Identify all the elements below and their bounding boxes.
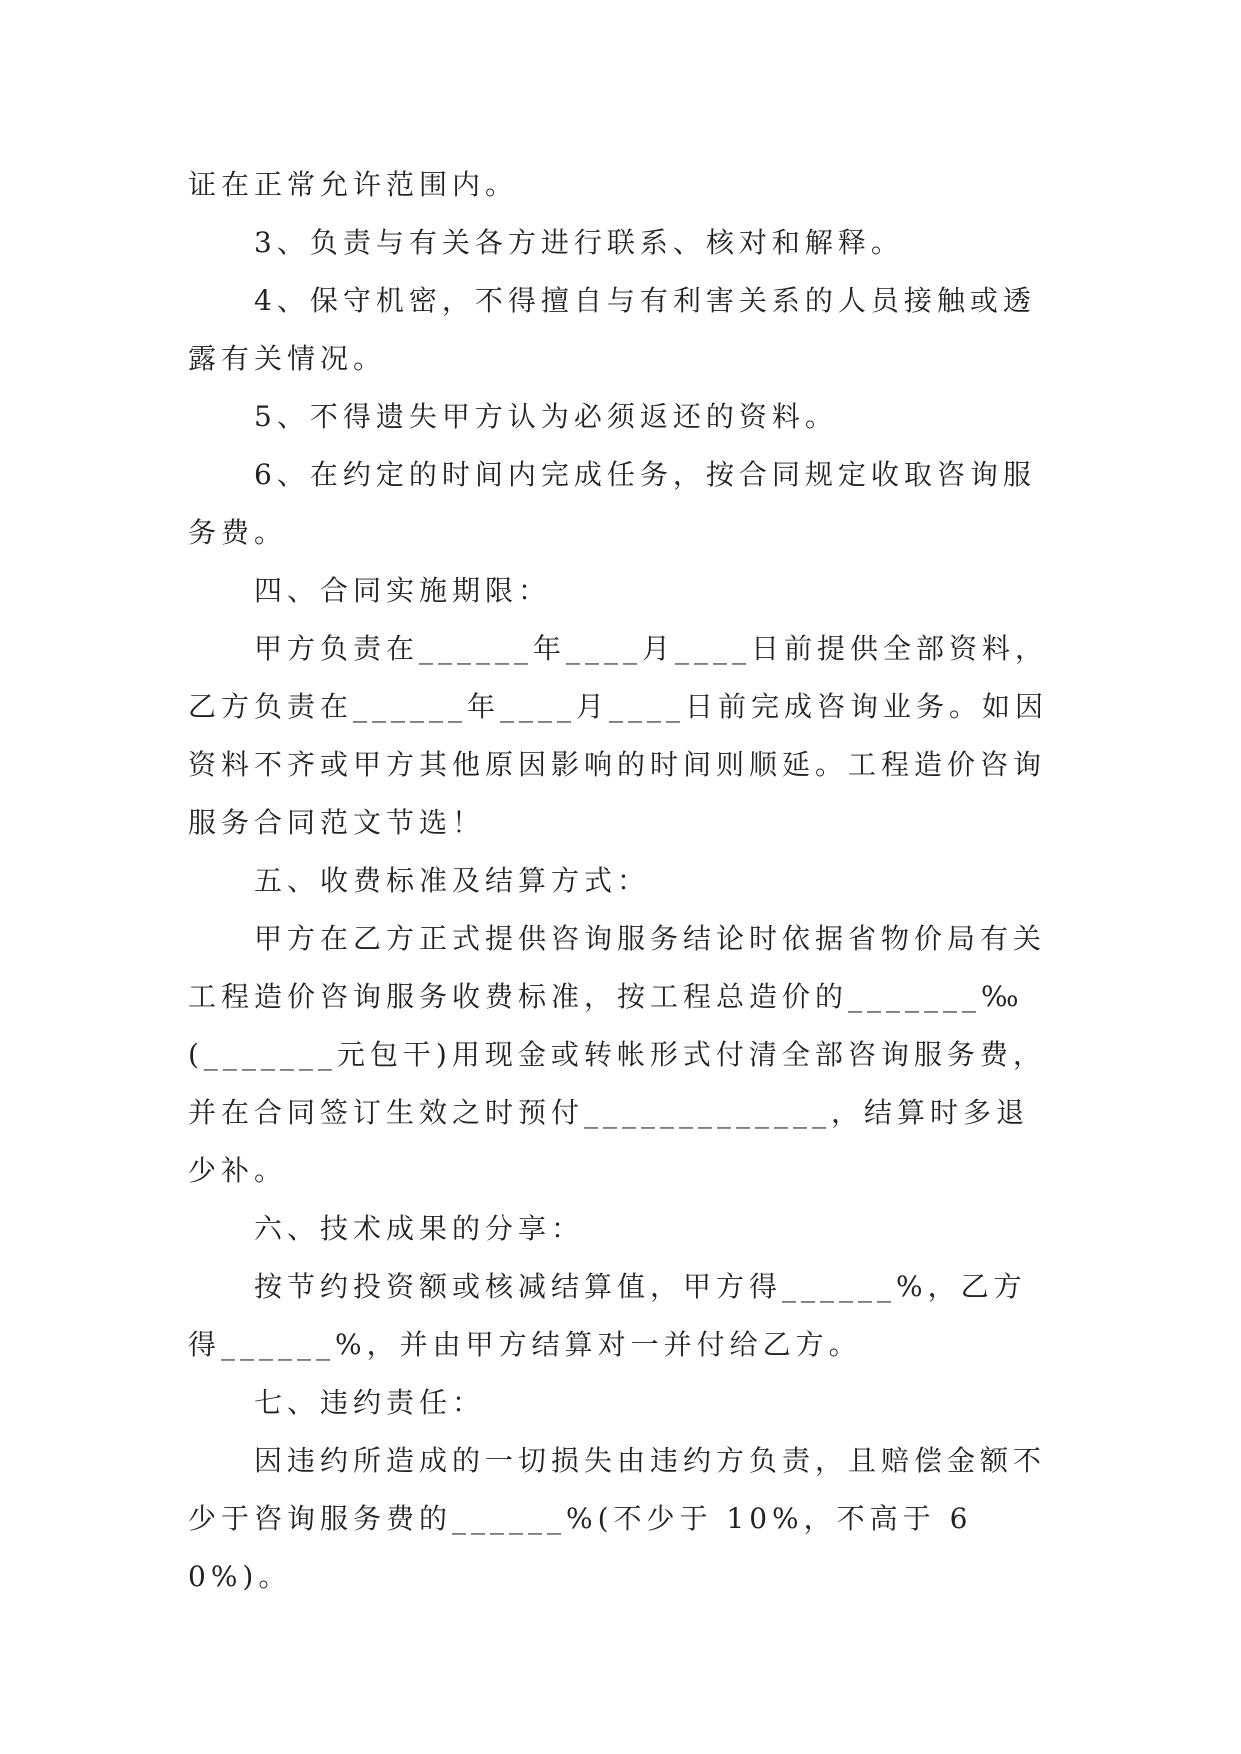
paragraph-3: 4、保守机密，不得擅自与有利害关系的人员接触或透露有关情况。 bbox=[188, 284, 1036, 375]
section-heading-4: 四、合同实施期限： bbox=[254, 574, 552, 607]
paragraph-11: 按节约投资额或核减结算值，甲方得______%，乙方得______%，并由甲方结算对一并付给乙方。 bbox=[188, 1270, 1027, 1361]
document-body bbox=[188, 156, 1050, 1606]
paragraph-7: 甲方负责在______年____月____日前提供全部资料，乙方负责在______年____月____日前完成咨询业务。如因资料不齐或甲方其他原因影响的时间则顺延。工程造价咨询服务合同范文节选！ bbox=[188, 632, 1049, 839]
paragraph-4: 5、不得遗失甲方认为必须返还的资料。 bbox=[254, 400, 838, 433]
section-heading-7: 七、违约责任： bbox=[254, 1386, 486, 1419]
section-heading-6: 六、技术成果的分享： bbox=[254, 1212, 585, 1245]
paragraph-5: 6、在约定的时间内完成任务，按合同规定收取咨询服务费。 bbox=[188, 458, 1036, 549]
paragraph-9: 甲方在乙方正式提供咨询服务结论时依据省物价局有关工程造价咨询服务收费标准，按工程总造价的_______‰(_______元包干)用现金或转帐形式付清全部咨询服务费，并在合同签订生效之时预付_____________，结算时多退少补。 bbox=[188, 922, 1047, 1187]
paragraph-2: 3、负责与有关各方进行联系、核对和解释。 bbox=[254, 226, 904, 259]
paragraph-13: 因违约所造成的一切损失由违约方负责，且赔偿金额不少于咨询服务费的______%(不少于 10%，不高于 60%)。 bbox=[188, 1444, 1047, 1593]
section-heading-5: 五、收费标准及结算方式： bbox=[254, 864, 651, 897]
paragraph-1: 证在正常允许范围内。 bbox=[188, 168, 519, 201]
